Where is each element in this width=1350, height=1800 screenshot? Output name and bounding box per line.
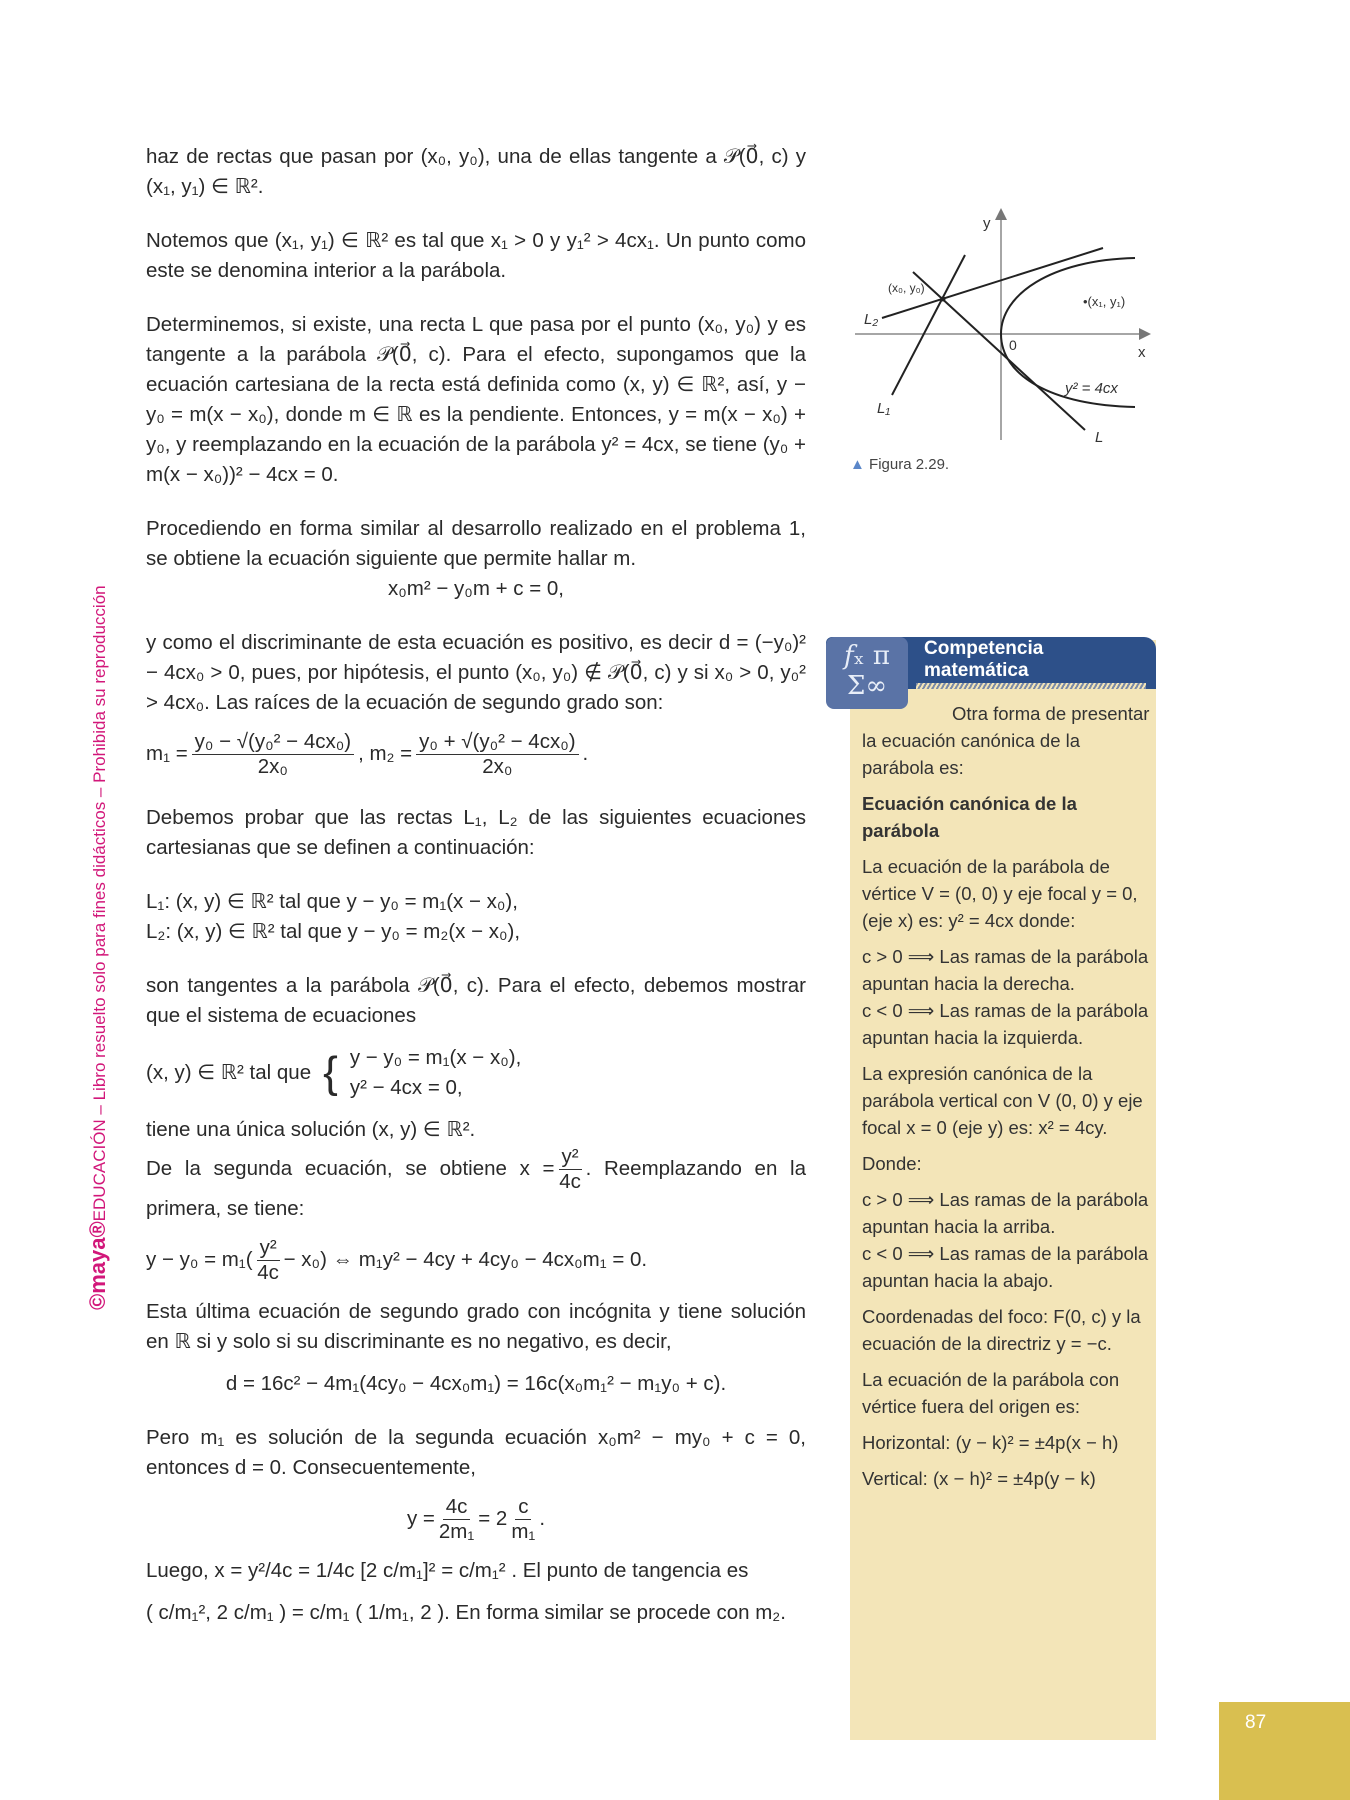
- page-number-tab: [1219, 1702, 1350, 1800]
- sidebar-paragraph: c > 0 ⟹ Las ramas de la parábola apuntan hacia la derecha.: [862, 946, 1149, 994]
- sidebar-paragraph: Donde:: [862, 1153, 922, 1174]
- sidebar-paragraph: Coordenadas del foco: F(0, c) y la ecuación de la directriz y = −c.: [862, 1306, 1141, 1354]
- numerator: y²: [257, 1236, 280, 1261]
- paragraph: Esta última ecuación de segundo grado con incógnita y tiene solución en ℝ si y solo si su discriminante es no negativo, es decir,: [146, 1300, 806, 1353]
- eq-part: (x, y) ∈ ℝ² tal que: [146, 1061, 312, 1084]
- line-L1: [892, 255, 965, 395]
- eq-part: y − y₀ = m₁(: [146, 1247, 253, 1271]
- numerator: y₀ − √(y₀² − 4cx₀): [192, 730, 354, 755]
- numerator: y₀ + √(y₀² − 4cx₀): [416, 730, 578, 755]
- equation: d = 16c² − 4m₁(4cy₀ − 4cx₀m₁) = 16c(x₀m₁² − m₁y₀ + c).: [225, 1372, 727, 1395]
- copyright-watermark: [85, 585, 111, 1310]
- point-label: (x₀, y₀): [888, 281, 925, 295]
- brand-logo: ©maya®: [85, 1221, 110, 1310]
- text: . Reemplazando en la primera, se tiene:: [146, 1156, 807, 1220]
- eq-part: y =: [406, 1506, 435, 1530]
- equation: x₀m² − y₀m + c = 0,: [388, 577, 564, 600]
- watermark-text: EDUCACIÓN – Libro resuelto solo para fines didácticos – Prohibida su reproducción: [90, 585, 109, 1222]
- eq-part: , m₂ =: [358, 741, 413, 765]
- fraction: [257, 1236, 280, 1285]
- paragraph: [146, 1145, 806, 1224]
- paragraph: tiene una única solución (x, y) ∈ ℝ².: [146, 1118, 476, 1141]
- main-column: [146, 142, 806, 1628]
- paragraph: Pero m₁ es solución de la segunda ecuación x₀m² − my₀ + c = 0, entonces d = 0. Consecuentemente,: [146, 1426, 806, 1479]
- L2-label: L₂: [864, 311, 879, 328]
- L-label: L: [1095, 429, 1104, 446]
- fraction: [192, 730, 354, 779]
- paragraph: haz de rectas que pasan por (x₀, y₀), una de ellas tangente a 𝒫(0⃗, c) y (x₁, y₁) ∈ ℝ².: [146, 145, 806, 198]
- tangent-line-L: [913, 272, 1085, 430]
- numerator: 4c: [443, 1495, 471, 1520]
- point-label: •(x₁, y₁): [1083, 294, 1126, 309]
- equation: [146, 1236, 806, 1285]
- sidebar-paragraph: c < 0 ⟹ Las ramas de la parábola apuntan hacia la abajo.: [862, 1243, 1149, 1291]
- sidebar-heading: Ecuación canónica de la parábola: [862, 793, 1077, 841]
- paragraph: Procediendo en forma similar al desarrollo realizado en el problema 1, se obtiene la ecuación siguiente que permite hallar m.: [146, 517, 806, 570]
- parabola-figure: [820, 200, 1160, 450]
- triangle-icon: ▲: [850, 456, 865, 473]
- title-line: Competencia: [924, 638, 1044, 659]
- paragraph: son tangentes a la parábola 𝒫(0⃗, c). Para el efecto, debemos mostrar que el sistema de ecuaciones: [146, 974, 806, 1027]
- denominator: m₁: [511, 1520, 536, 1543]
- denominator: 4c: [257, 1261, 279, 1284]
- paragraph: y como el discriminante de esta ecuación es positivo, es decir d = (−y₀)² − 4cx₀ > 0, pues, por hipótesis, el punto (x₀, y₀) ∉ 𝒫(0⃗, c) y si x₀ > 0, y₀² > 4cx₀. Las raíces de la ecuación de segundo grado son:: [146, 631, 806, 714]
- sidebar-paragraph: c > 0 ⟹ Las ramas de la parábola apuntan hacia la arriba.: [862, 1189, 1149, 1237]
- L1-label: L₁: [877, 400, 891, 417]
- brace: {: [323, 1048, 338, 1097]
- x-label: x: [1138, 344, 1146, 361]
- curve-label: y² = 4cx: [1065, 380, 1118, 397]
- sidebar-paragraph: Vertical: (x − h)² = ±4p(y − k): [862, 1468, 1096, 1489]
- sidebar-body: [862, 700, 1150, 1501]
- sidebar-paragraph: Otra forma de presentar la ecuación canónica de la parábola es:: [862, 703, 1150, 778]
- sidebar-title: [924, 638, 1043, 682]
- eq-part: m₁ =: [146, 741, 188, 765]
- caption-text: Figura 2.29.: [869, 456, 950, 473]
- eq-part: .: [539, 1506, 546, 1530]
- paragraph: Debemos probar que las rectas L₁, L₂ de las siguientes ecuaciones cartesianas que se definen a continuación:: [146, 806, 806, 859]
- sidebar-paragraph: La ecuación de la parábola de vértice V = (0, 0) y eje focal y = 0, (eje x) es: y² = 4cx donde:: [862, 856, 1138, 931]
- text: De la segunda ecuación, se obtiene x =: [146, 1156, 555, 1180]
- fraction: [559, 1145, 582, 1194]
- figure-caption: [850, 456, 949, 473]
- line-L2: L₂: (x, y) ∈ ℝ² tal que y − y₀ = m₂(x − x₀),: [146, 920, 521, 943]
- y-label: y: [983, 215, 991, 232]
- numerator: c: [515, 1495, 531, 1520]
- sidebar-paragraph: La expresión canónica de la parábola vertical con V (0, 0) y eje focal x = 0 (eje y) es: x² = 4cy.: [862, 1063, 1143, 1138]
- fraction: [511, 1495, 535, 1544]
- paragraph: Notemos que (x₁, y₁) ∈ ℝ² es tal que x₁ > 0 y y₁² > 4cx₁. Un punto como este se denomina interior a la parábola.: [146, 229, 806, 282]
- denominator: 2x₀: [257, 755, 288, 778]
- math-symbols-icon: 𝑓ₓ π Σ∞: [826, 637, 908, 709]
- title-line: matemática: [924, 660, 1029, 681]
- equation: [146, 1495, 806, 1544]
- eq-part: = 2: [478, 1506, 508, 1530]
- page-number: 87: [1245, 1712, 1267, 1733]
- point-x0y0: [941, 297, 946, 302]
- fraction: [439, 1495, 474, 1544]
- eq-part: y² − 4cx = 0,: [349, 1076, 463, 1099]
- sidebar-paragraph: La ecuación de la parábola con vértice fuera del origen es:: [862, 1369, 1120, 1417]
- denominator: 2x₀: [482, 755, 513, 778]
- origin-label: 0: [1009, 337, 1017, 353]
- equation: Luego, x = y²/4c = 1/4c [2 c/m₁]² = c/m₁² . El punto de tangencia es: [146, 1559, 749, 1582]
- equation: ( c/m₁², 2 c/m₁ ) = c/m₁ ( 1/m₁, 2 ). En forma similar se procede con m₂.: [146, 1601, 786, 1624]
- sidebar-paragraph: Horizontal: (y − k)² = ±4p(x − h): [862, 1432, 1119, 1453]
- numerator: y²: [559, 1145, 582, 1170]
- eq-part: .: [582, 741, 589, 765]
- line-L1: L₁: (x, y) ∈ ℝ² tal que y − y₀ = m₁(x − x₀),: [146, 890, 518, 913]
- fraction: [416, 730, 578, 779]
- paragraph: Determinemos, si existe, una recta L que pasa por el punto (x₀, y₀) y es tangente a la parábola 𝒫(0⃗, c). Para el efecto, supongamos que la ecuación cartesiana de la recta está definida como (x, y) ∈ ℝ², así, y − y₀ = m(x − x₀), donde m ∈ ℝ es la pendiente. Entonces, y = m(x − x₀) + y₀, y reemplazando en la ecuación de la parábola y² = 4cx, se tiene (y₀ + m(x − x₀))² − 4cx = 0.: [146, 313, 806, 486]
- sidebar-paragraph: c < 0 ⟹ Las ramas de la parábola apuntan hacia la izquierda.: [862, 1000, 1149, 1048]
- roots-equation: [146, 730, 806, 779]
- denominator: 2m₁: [438, 1520, 475, 1543]
- eq-part: − x₀) ⇔ m₁y² − 4cy + 4cy₀ − 4cx₀m₁ = 0.: [283, 1247, 648, 1271]
- denominator: 4c: [559, 1170, 581, 1193]
- equation-system: [146, 1043, 806, 1103]
- eq-part: y − y₀ = m₁(x − x₀),: [349, 1046, 522, 1069]
